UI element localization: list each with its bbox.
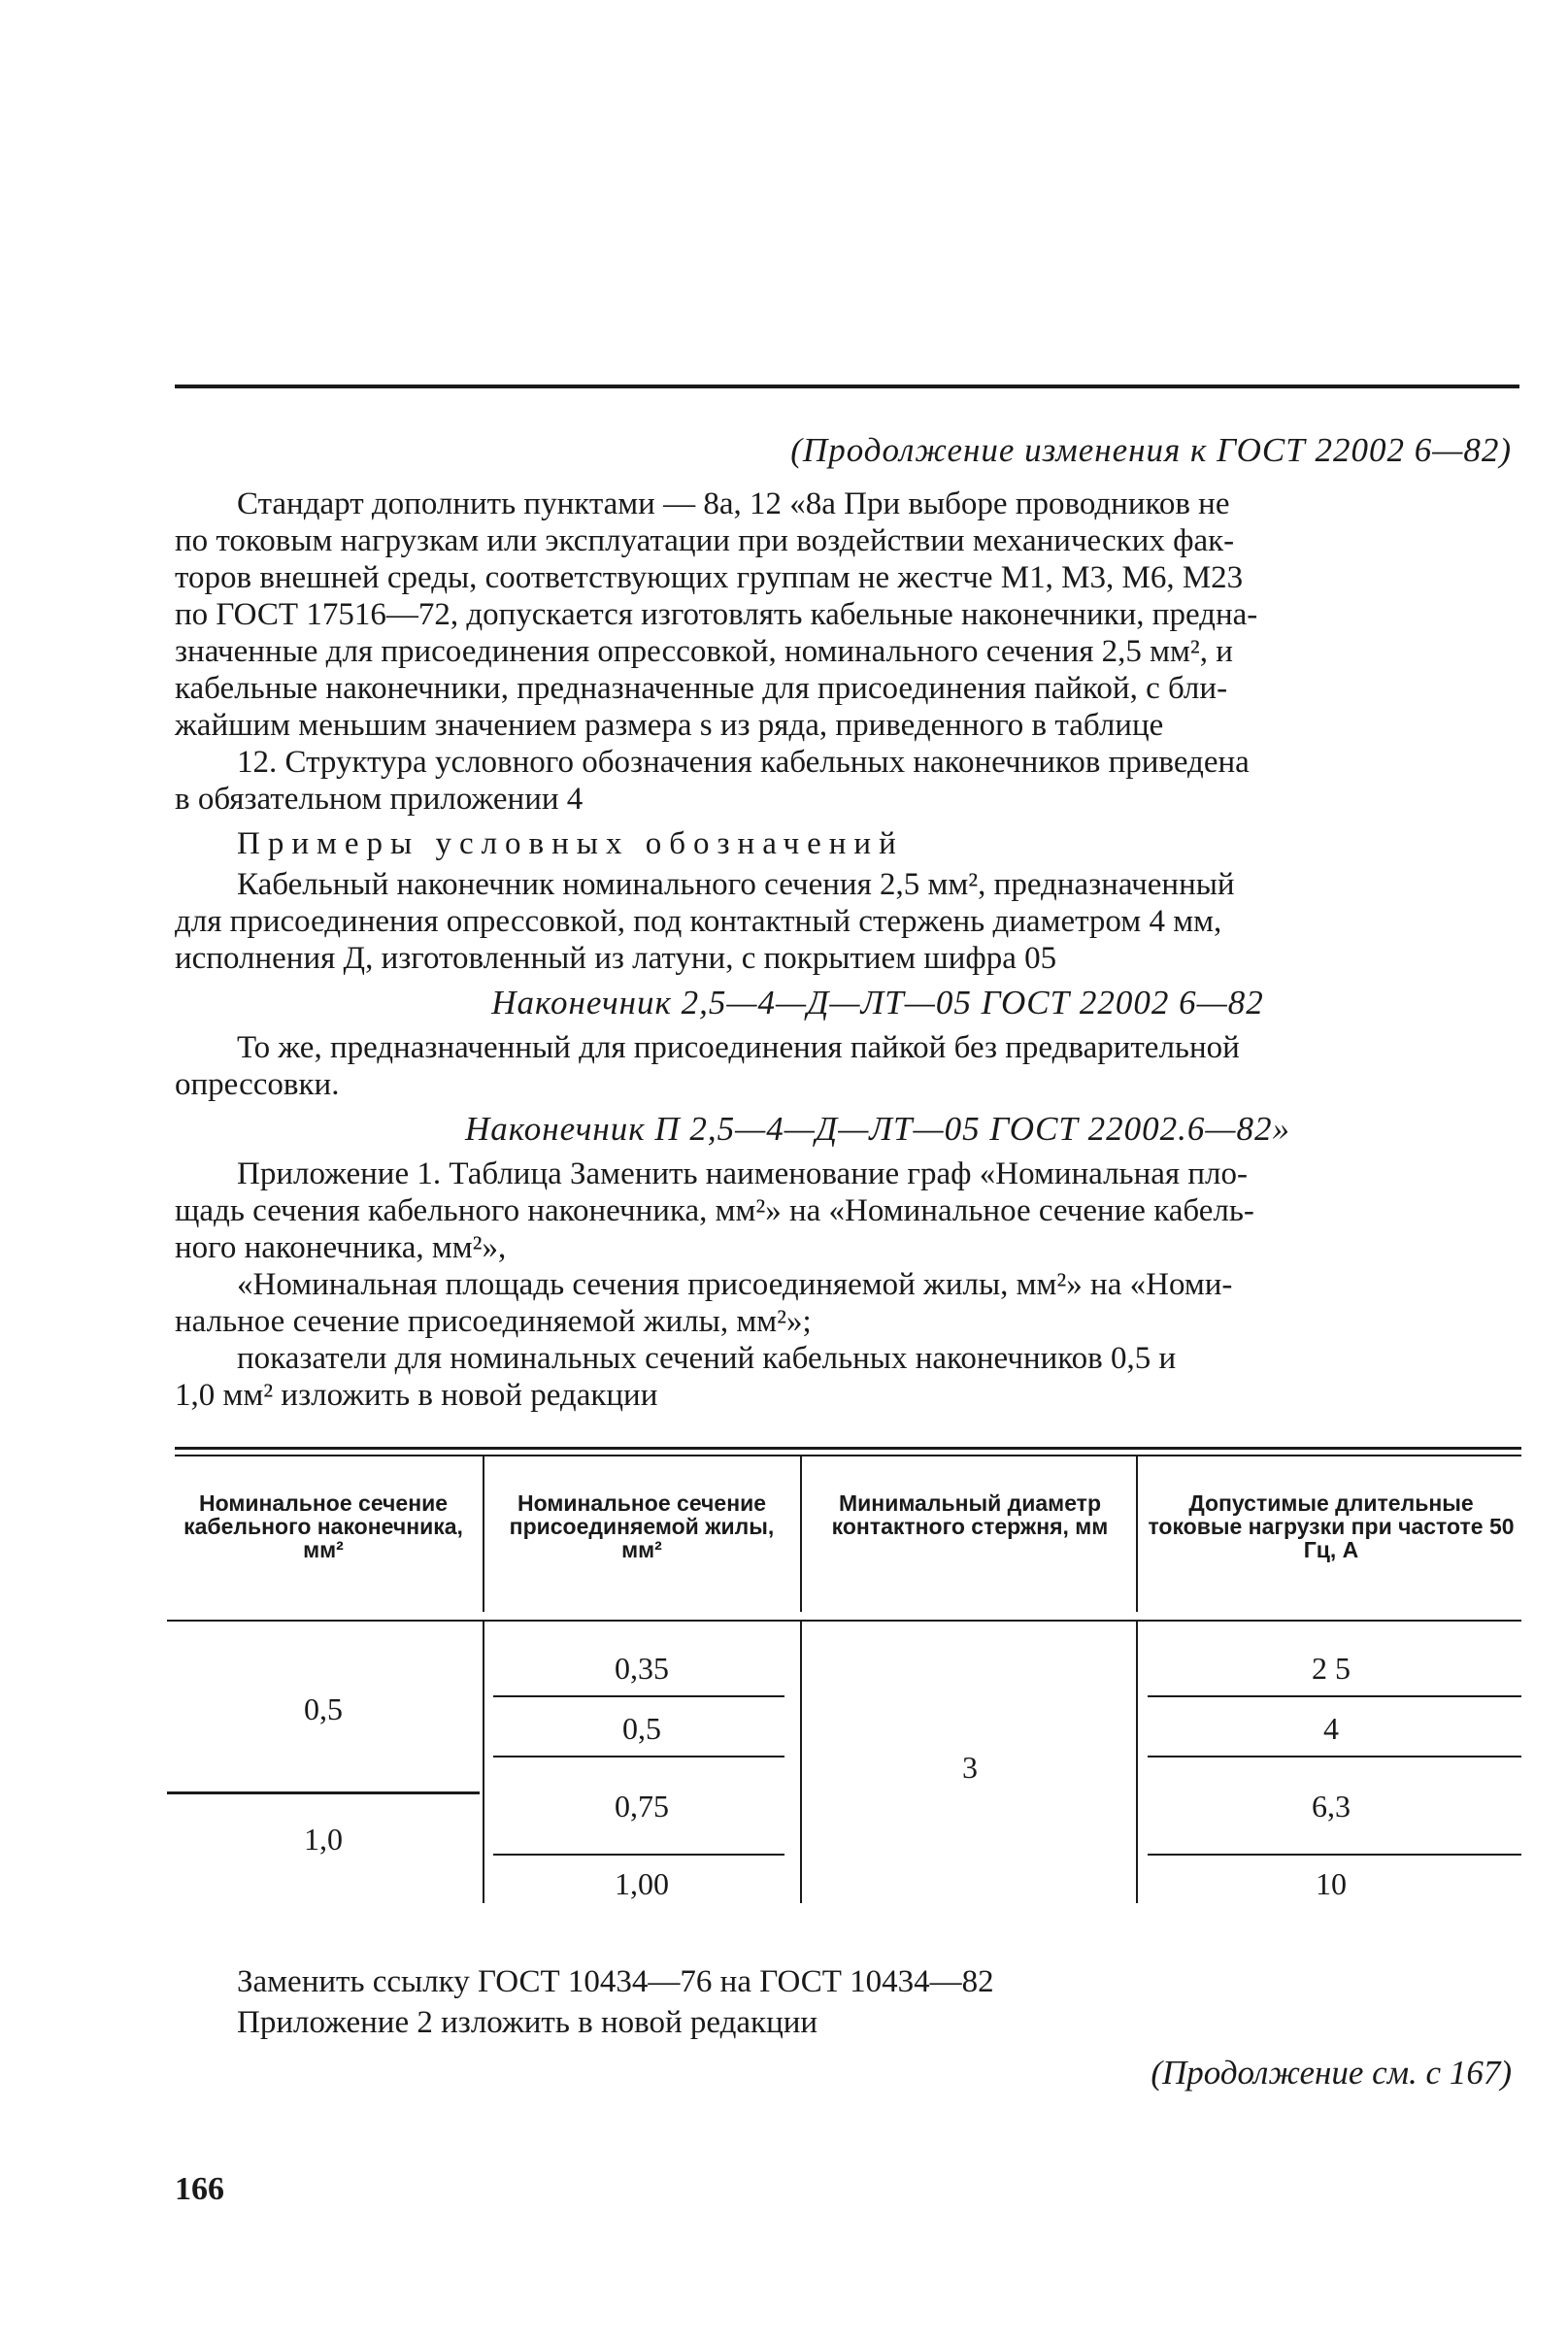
table-cell: 10 — [1316, 1866, 1347, 1901]
continuation-footer: (Продолжение см. с 167) — [1151, 2054, 1512, 2092]
amendment-table — [167, 1447, 1521, 1903]
row-rule — [1148, 1695, 1521, 1697]
page-number: 166 — [175, 2171, 224, 2207]
table-cell: 1,0 — [304, 1822, 343, 1857]
table-cell: 0,35 — [615, 1651, 669, 1686]
paragraph-line: опрессовки. — [175, 1067, 340, 1102]
paragraph-line: Приложение 1. Таблица Заменить наименование граф «Номинальная пло- — [237, 1156, 1248, 1191]
row-rule — [493, 1854, 784, 1856]
table-cell: 2 5 — [1312, 1651, 1351, 1686]
table-cell: 3 — [962, 1750, 978, 1785]
table-cell: 6,3 — [1312, 1789, 1351, 1824]
paragraph-line: «Номинальная площадь сечения присоединяемой жилы, мм²» на «Номи- — [237, 1267, 1233, 1302]
paragraph-line: Кабельный наконечник номинального сечения 2,5 мм², предназначенный — [237, 867, 1235, 902]
continuation-header: (Продолжение изменения к ГОСТ 22002 6—82) — [790, 431, 1512, 469]
paragraph-line: значенные для присоединения опрессовкой, номинального сечения 2,5 мм², и — [175, 634, 1233, 669]
paragraph-line: Приложение 2 изложить в новой редакции — [237, 2005, 818, 2040]
column-separator — [483, 1620, 484, 1903]
table-cell: 1,00 — [615, 1866, 669, 1901]
paragraph-line: по ГОСТ 17516—72, допускается изготовлять кабельные наконечники, предна- — [175, 597, 1258, 632]
paragraph-line: исполнения Д, изготовленный из латуни, с покрытием шифра 05 — [175, 941, 1057, 976]
table-top-rule — [175, 1455, 1521, 1456]
paragraph-line: жайшим меньшим значением размера s из ряда, приведенного в таблице — [175, 708, 1164, 743]
column-separator — [800, 1620, 802, 1903]
top-rule — [175, 385, 1519, 388]
paragraph-line: 1,0 мм² изложить в новой редакции — [175, 1378, 658, 1413]
paragraph-line: по токовым нагрузкам или эксплуатации при воздействии механических фак- — [175, 523, 1235, 558]
paragraph-line: 12. Структура условного обозначения кабельных наконечников приведена — [237, 745, 1250, 780]
row-rule — [493, 1695, 784, 1697]
paragraph-line: торов внешней среды, соответствующих группам не жестче М1, М3, М6, М23 — [175, 560, 1244, 595]
table-top-rule — [175, 1447, 1521, 1450]
paragraph-line: нальное сечение присоединяемой жилы, мм²»; — [175, 1304, 812, 1339]
column-header: Номинальное сечение кабельного наконечника, мм² — [183, 1490, 463, 1562]
designation-example: Наконечник 2,5—4—Д—ЛТ—05 ГОСТ 22002 6—82 — [491, 984, 1264, 1021]
column-header: Допустимые длительные токовые нагрузки при частоте 50 Гц, А — [1148, 1490, 1515, 1562]
paragraph-line: ного наконечника, мм²», — [175, 1230, 507, 1265]
designation-example: Наконечник П 2,5—4—Д—ЛТ—05 ГОСТ 22002.6—82» — [464, 1110, 1291, 1148]
table-cell: 0,75 — [615, 1789, 669, 1824]
column-separator — [1136, 1456, 1138, 1612]
paragraph-line: показатели для номинальных сечений кабельных наконечников 0,5 и — [237, 1341, 1177, 1376]
row-rule — [167, 1791, 480, 1794]
column-header: Номинальное сечение присоединяемой жилы, мм² — [509, 1490, 775, 1562]
header-rule — [167, 1620, 1521, 1622]
table-cell: 0,5 — [622, 1711, 661, 1746]
body-text — [175, 485, 1518, 1414]
paragraph-line: кабельные наконечники, предназначенные для присоединения пайкой, с бли- — [175, 671, 1228, 706]
paragraph-line: в обязательном приложении 4 — [175, 782, 584, 817]
column-separator — [800, 1456, 802, 1612]
table-cell: 4 — [1323, 1711, 1339, 1746]
column-header: Минимальный диаметр контактного стержня, мм — [831, 1490, 1109, 1539]
row-rule — [1148, 1854, 1521, 1856]
paragraph-line: для присоединения опрессовкой, под контактный стержень диаметром 4 мм, — [175, 904, 1222, 939]
row-rule — [1148, 1756, 1521, 1757]
paragraph-line: Стандарт дополнить пунктами — 8а, 12 «8а При выборе проводников не — [237, 486, 1230, 521]
column-separator — [1136, 1620, 1138, 1903]
after-table-text — [237, 1961, 994, 2043]
paragraph-line: щадь сечения кабельного наконечника, мм²» на «Номинальное сечение кабель- — [175, 1193, 1254, 1228]
column-separator — [483, 1456, 484, 1612]
paragraph-line: Заменить ссылку ГОСТ 10434—76 на ГОСТ 10434—82 — [237, 1964, 994, 1999]
examples-heading: Примеры условных обозначений — [237, 826, 904, 861]
table-cell: 0,5 — [304, 1691, 343, 1726]
paragraph-line: То же, предназначенный для присоединения пайкой без предварительной — [237, 1030, 1240, 1065]
row-rule — [493, 1756, 784, 1757]
